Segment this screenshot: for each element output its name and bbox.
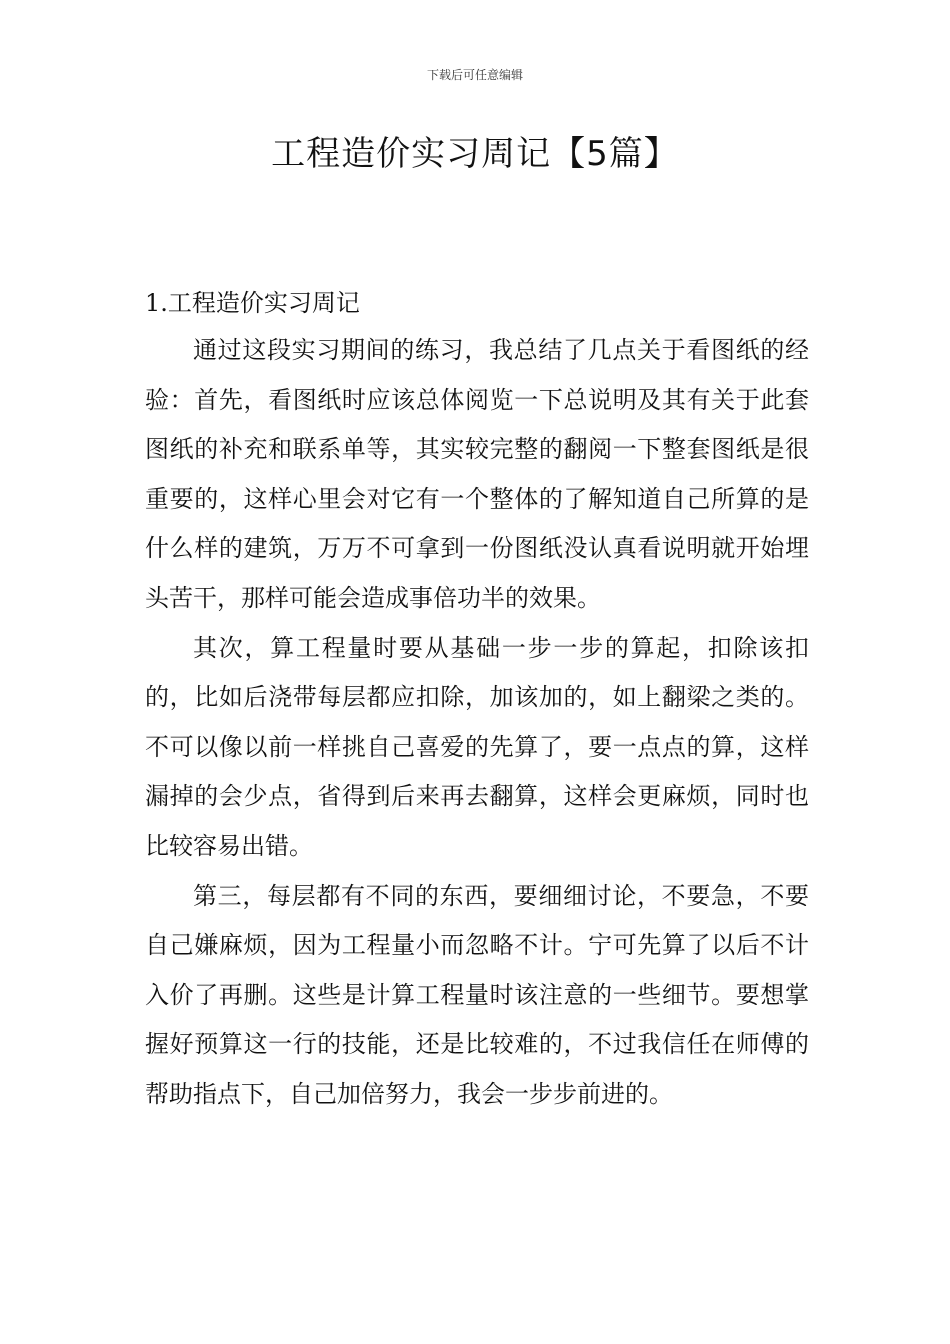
header-note: 下载后可任意编辑	[426, 68, 523, 82]
paragraph: 其次，算工程量时要从基础一步一步的算起，扣除该扣的，比如后浇带每层都应扣除，加该加的，如上翻梁之类的。不可以像以前一样挑自己喜爱的先算了，要一点点的算，这样漏掉的会少点，省得到后来再去翻算，这样会更麻烦，同时也比较容易出错。	[145, 633, 809, 860]
section-body	[145, 326, 809, 1120]
section-heading: 1.工程造价实习周记	[145, 289, 360, 317]
paragraph: 第三，每层都有不同的东西，要细细讨论，不要急，不要自己嫌麻烦，因为工程量小而忽略不计。宁可先算了以后不计入价了再删。这些是计算工程量时该注意的一些细节。要想掌握好预算这一行的技能，还是比较难的，不过我信任在师傅的帮助指点下，自己加倍努力，我会一步步前进的。	[145, 881, 809, 1108]
document-title: 工程造价实习周记【5篇】	[271, 134, 679, 174]
paragraph: 通过这段实习期间的练习，我总结了几点关于看图纸的经验：首先，看图纸时应该总体阅览一下总说明及其有关于此套图纸的补充和联系单等，其实较完整的翻阅一下整套图纸是很重要的，这样心里会对它有一个整体的了解知道自己所算的是什么样的建筑，万万不可拿到一份图纸没认真看说明就开始埋头苦干，那样可能会造成事倍功半的效果。	[145, 336, 809, 612]
